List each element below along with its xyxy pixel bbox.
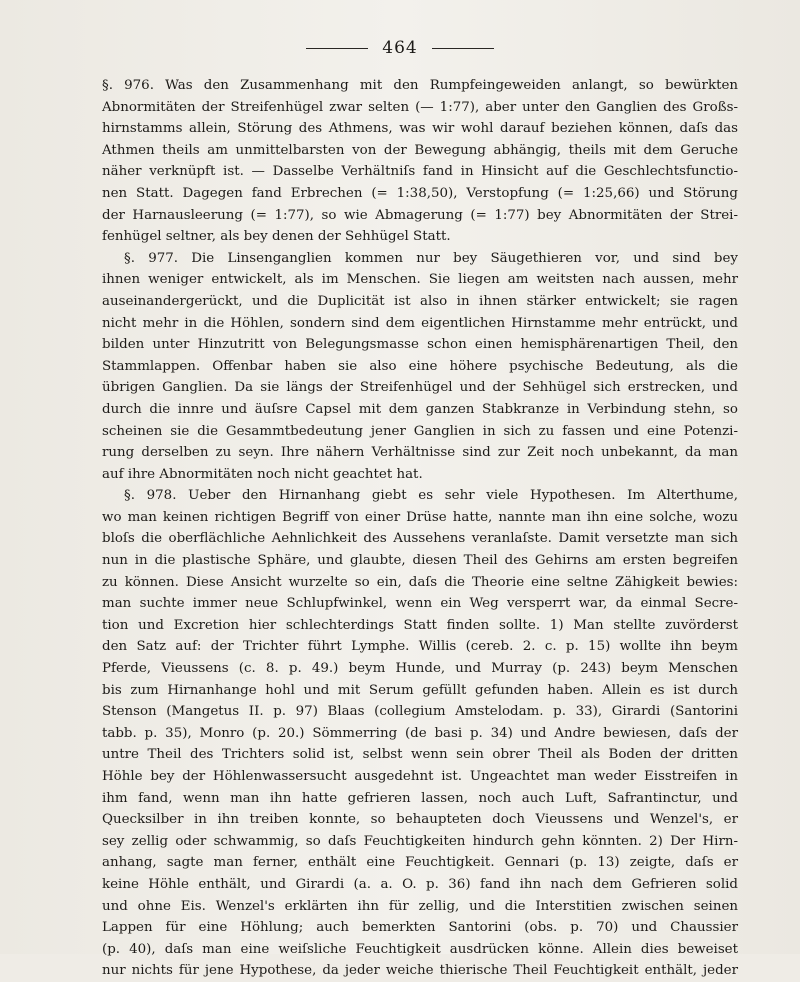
text-line: Höhle bey der Höhlenwassersucht ausgedehnt ist. Ungeachtet man weder Eisstreifen in (102, 769, 738, 784)
text-line: nicht mehr in die Höhlen, sondern sind dem eigentlichen Hirnstamme mehr entrückt, und (102, 315, 738, 331)
text-line: §. 978. Ueber den Hirnanhang giebt es sehr viele Hypothesen. Im Alterthume, (124, 488, 738, 504)
text-line: bloſs die oberflächliche Aehnlichkeit des Aussehens veranlaſste. Damit versetzte man sich (102, 531, 738, 547)
text-line: bilden unter Hinzutritt von Belegungsmasse schon einen hemisphärenartigen Theil, den (102, 337, 738, 353)
text-line: nen Statt. Dagegen fand Erbrechen (= 1:38,50), Verstopfung (= 1:25,66) und Störung (102, 185, 738, 201)
text-line: Stenson (Mangetus II. p. 97) Blaas (collegium Amstelodam. p. 33), Girardi (Santorini (102, 704, 738, 720)
text-line: durch die innre und äuſsre Capsel mit dem ganzen Stabkranze in Verbindung stehn, so (102, 401, 738, 417)
header-rule-left (306, 48, 368, 49)
page-number: 464 (382, 38, 418, 58)
text-line: untre Theil des Trichters solid ist, selbst wenn sein obrer Theil als Boden der dritten (102, 747, 738, 763)
text-line: Pferde, Vieussens (c. 8. p. 49.) beym Hunde, und Murray (p. 243) beym Menschen (102, 661, 738, 677)
text-line: nun in die plastische Sphäre, und glaubte, diesen Theil des Gehirns am ersten begreifen (102, 553, 738, 569)
text-line: anhang, sagte man ferner, enthält eine Feuchtigkeit. Gennari (p. 13) zeigte, daſs er (102, 855, 738, 871)
text-line: Stammlappen. Offenbar haben sie also eine höhere psychische Bedeutung, als die (102, 358, 738, 374)
text-line: ihnen weniger entwickelt, als im Menschen. Sie liegen am weitsten nach aussen, mehr (102, 272, 738, 288)
page-header (0, 38, 800, 58)
text-line: auseinandergerückt, und die Duplicität ist also in ihnen stärker entwickelt; sie ragen (102, 293, 738, 309)
text-line: Abnormitäten der Streifenhügel zwar selten (— 1:77), aber unter den Ganglien des Großs- (102, 99, 738, 115)
text-line: auf ihre Abnormitäten noch nicht geachtet hat. (102, 466, 423, 482)
text-line: wo man keinen richtigen Begriff von einer Drüse hatte, nannte man ihn eine solche, wozu (102, 509, 738, 525)
text-line: Quecksilber in ihn treiben konnte, so behaupteten doch Vieussens und Wenzel's, er (102, 812, 738, 828)
text-line: ihm fand, wenn man ihn hatte gefrieren lassen, noch auch Luft, Safrantinctur, und (102, 790, 738, 806)
text-line: Athmen theils am unmittelbarsten von der Bewegung abhängig, theils mit dem Geruche (102, 142, 738, 158)
text-line: zu können. Diese Ansicht wurzelte so ein, daſs die Theorie eine seltne Zähigkeit bewies: (102, 574, 738, 590)
text-line: der Harnausleerung (= 1:77), so wie Abmagerung (= 1:77) bey Abnormitäten der Strei- (102, 207, 738, 223)
text-line: tion und Excretion hier schlechterdings Statt finden sollte. 1) Man stellte zuvörderst (102, 617, 738, 633)
text-line: §. 976. Was den Zusammenhang mit den Rumpfeingeweiden anlangt, so bewürkten (102, 78, 738, 93)
text-line: §. 977. Die Linsenganglien kommen nur bey Säugethieren vor, und sind bey (124, 250, 738, 266)
text-line: übrigen Ganglien. Da sie längs der Streifenhügel und der Sehhügel sich erstrecken, und (102, 380, 738, 396)
text-line: Lappen für eine Höhlung; auch bemerkten Santorini (obs. p. 70) und Chaussier (102, 920, 738, 936)
text-line: (p. 40), daſs man eine weiſsliche Feuchtigkeit ausdrücken könne. Allein dies beweiset (102, 941, 738, 957)
text-line: tabb. p. 35), Monro (p. 20.) Sömmerring (de basi p. 34) und Andre bewiesen, daſs der (102, 725, 738, 741)
text-line: keine Höhle enthält, und Girardi (a. a. O. p. 36) fand ihn nach dem Gefrieren solid (102, 876, 738, 892)
text-line: fenhügel seltner, als bey denen der Sehhügel Statt. (102, 229, 451, 245)
text-line: den Satz auf: der Trichter führt Lymphe. Willis (cereb. 2. c. p. 15) wollte ihn beym (102, 639, 738, 655)
text-line: bis zum Hirnanhange hohl und mit Serum gefüllt gefunden haben. Allein es ist durch (102, 682, 738, 698)
text-line: nur nichts für jene Hypothese, da jeder weiche thierische Theil Feuchtigkeit enthält, jeder (102, 963, 738, 979)
text-line: hirnstamms allein, Störung des Athmens, was wir wohl darauf beziehen können, daſs das (102, 121, 738, 137)
text-line: man suchte immer neue Schlupfwinkel, wenn ein Weg versperrt war, da einmal Secre- (102, 596, 738, 612)
body-text (102, 75, 738, 982)
text-line: sey zellig oder schwammig, so daſs Feuchtigkeiten hindurch gehn könnten. 2) Der Hirn- (102, 833, 738, 849)
text-line: rung derselben zu seyn. Ihre nähern Verhältnisse sind zur Zeit noch unbekannt, da man (102, 445, 738, 461)
header-rule-right (432, 48, 494, 49)
text-line: und ohne Eis. Wenzel's erklärten ihn für zellig, und die Interstitien zwischen seinen (102, 898, 738, 914)
text-line: scheinen sie die Gesammtbedeutung jener Ganglien in sich zu fassen und eine Potenzi- (102, 423, 738, 439)
text-line: näher verknüpft ist. — Dasselbe Verhältniſs fand in Hinsicht auf die Geschlechtsfunctio- (102, 164, 738, 180)
